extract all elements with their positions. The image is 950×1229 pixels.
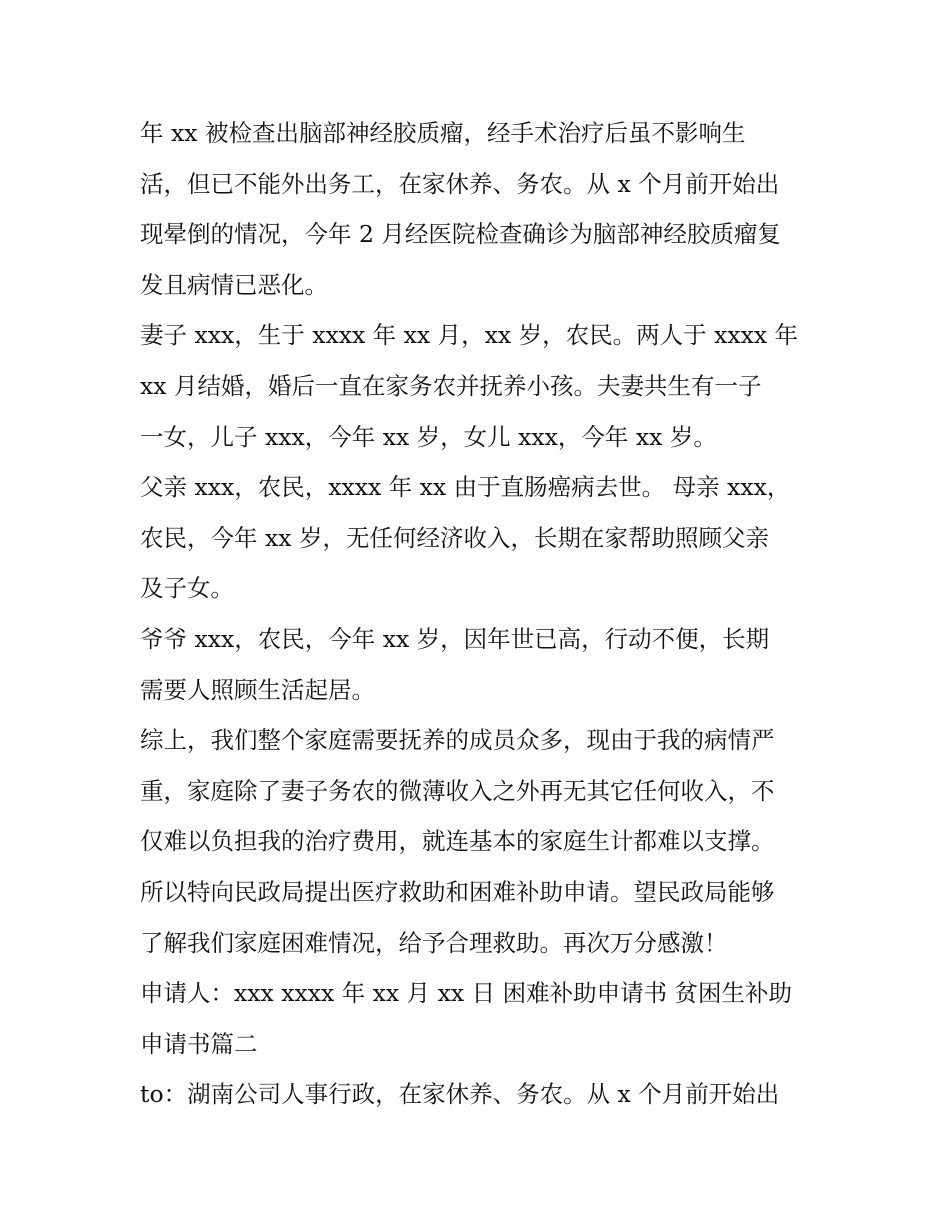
text-line: 重，家庭除了妻子务农的微薄收入之外再无其它任何收入，不: [140, 776, 775, 805]
text-line: 仅难以负担我的治疗费用，就连基本的家庭生计都难以支撑。: [140, 827, 775, 856]
text-line: 需要人照顾生活起居。: [140, 675, 375, 704]
text-line: 及子女。: [140, 574, 234, 603]
text-line: 综上，我们整个家庭需要抚养的成员众多，现由于我的病情严: [140, 726, 775, 755]
text-line: 父亲 xxx，农民，xxxx 年 xx 由于直肠癌病去世。 母亲 xxx，: [140, 473, 791, 502]
text-line: 所以特向民政局提出医疗救助和困难补助申请。望民政局能够: [140, 877, 775, 906]
text-line: 活，但已不能外出务工，在家休养、务农。从 x 个月前开始出: [140, 169, 780, 198]
text-line: 农民，今年 xx 岁，无任何经济收入，长期在家帮助照顾父亲: [140, 523, 769, 552]
text-line: 年 xx 被检查出脑部神经胶质瘤，经手术治疗后虽不影响生: [140, 119, 746, 147]
text-line: 现晕倒的情况，今年 2 月经医院检查确诊为脑部神经胶质瘤复: [140, 220, 781, 249]
text-line: 申请人：xxx xxxx 年 xx 月 xx 日 困难补助申请书 贫困生补助: [140, 979, 793, 1008]
text-line: to：湖南公司人事行政，在家休养、务农。从 x 个月前开始出: [140, 1080, 780, 1109]
text-line: 一女，儿子 xxx，今年 xx 岁，女儿 xxx，今年 xx 岁。: [140, 422, 717, 451]
text-line: xx 月结婚，婚后一直在家务农并抚养小孩。夫妻共生有一子: [140, 371, 762, 400]
text-line: 申请书篇二: [140, 1029, 258, 1058]
text-line: 爷爷 xxx，农民，今年 xx 岁，因年世已高，行动不便，长期: [140, 624, 770, 653]
document-body: [140, 108, 820, 1120]
text-line: 妻子 xxx，生于 xxxx 年 xx 月，xx 岁，农民。两人于 xxxx 年: [140, 321, 799, 350]
text-line: 了解我们家庭困难情况，给予合理救助。再次万分感激！: [140, 928, 728, 957]
text-line: 发且病情已恶化。: [140, 270, 328, 299]
